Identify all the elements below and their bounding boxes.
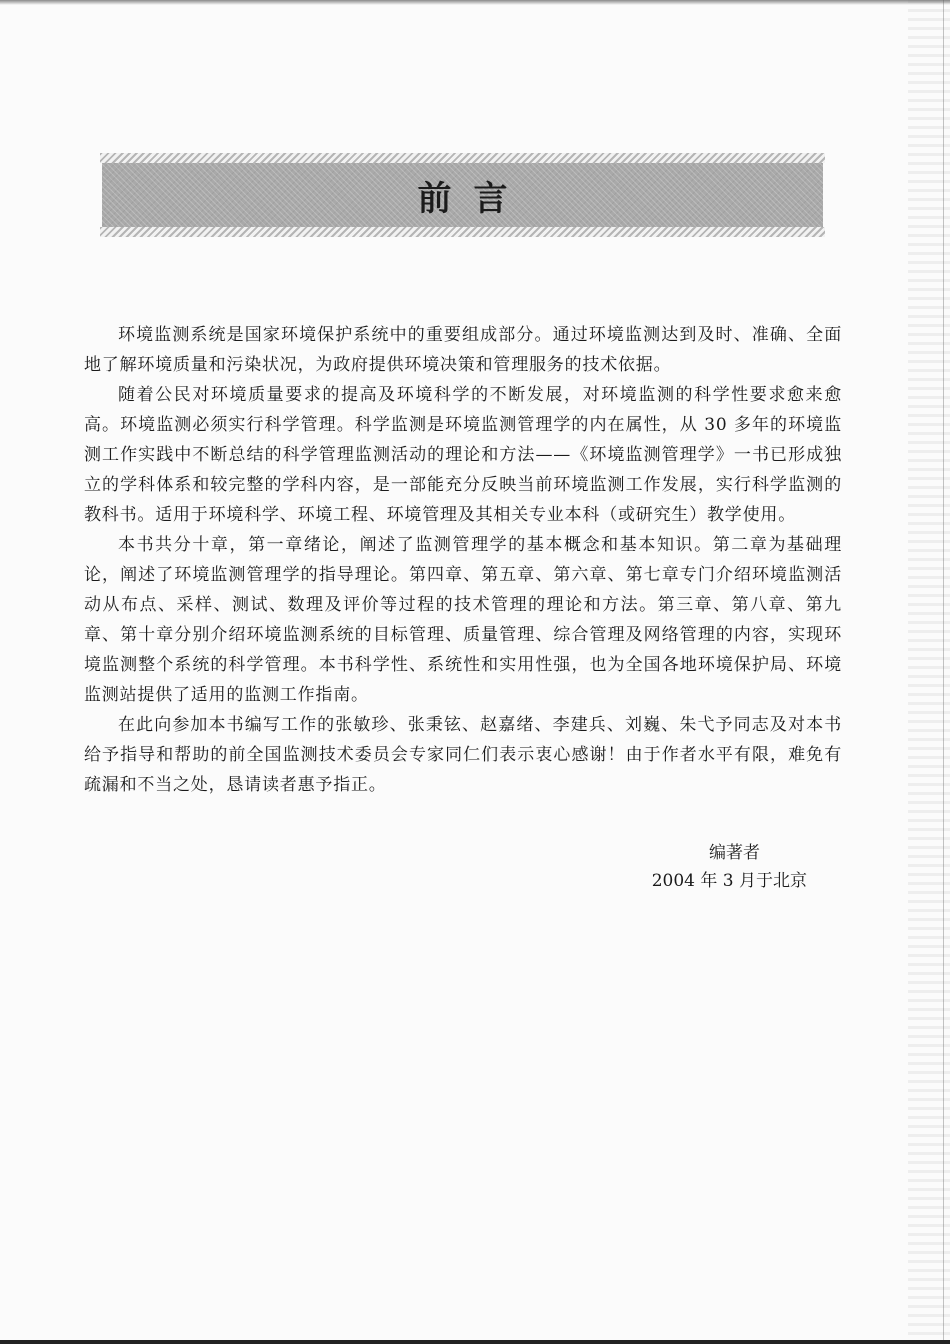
preface-body xyxy=(84,320,842,800)
banner-hatch-top xyxy=(100,153,825,163)
scan-edge-bottom xyxy=(0,1340,950,1344)
paragraph-2: 随着公民对环境质量要求的提高及环境科学的不断发展，对环境监测的科学性要求愈来愈高。环境监测必须实行科学管理。科学监测是环境监测管理学的内在属性，从 30 多年的环境监测工作实践中不断总结的科学管理监测活动的理论和方法——《环境监测管理学》一书已形成独立的学科体系和较完整的学科内容，是一部能充分反映当前环境监测工作发展，实行科学监测的教科书。适用于环境科学、环境工程、环境管理及其相关专业本科（或研究生）教学使用。 xyxy=(84,385,842,525)
banner-hatch-bottom xyxy=(100,227,825,237)
paragraph-4: 在此向参加本书编写工作的张敏珍、张秉铉、赵嘉绪、李建兵、刘巍、朱弋予同志及对本书给予指导和帮助的前全国监测技术委员会专家同仁们表示衷心感谢！由于作者水平有限，难免有疏漏和不当之处，恳请读者惠予指正。 xyxy=(84,715,842,795)
banner-panel xyxy=(102,163,823,227)
paragraph-3: 本书共分十章，第一章绪论，阐述了监测管理学的基本概念和基本知识。第二章为基础理论，阐述了环境监测管理学的指导理论。第四章、第五章、第六章、第七章专门介绍环境监测活动从布点、采样、测试、数理及评价等过程的技术管理的理论和方法。第三章、第八章、第九章、第十章分别介绍环境监测系统的目标管理、质量管理、综合管理及网络管理的内容，实现环境监测整个系统的科学管理。本书科学性、系统性和实用性强，也为全国各地环境保护局、环境监测站提供了适用的监测工作指南。 xyxy=(84,535,842,705)
page-title: 前言 xyxy=(417,178,530,219)
signature-date: 2004 年 3 月于北京 xyxy=(651,871,807,891)
scan-edge-top xyxy=(0,0,950,5)
preface-banner xyxy=(100,153,825,237)
paragraph-1: 环境监测系统是国家环境保护系统中的重要组成部分。通过环境监测达到及时、准确、全面地了解环境质量和污染状况，为政府提供环境决策和管理服务的技术依据。 xyxy=(84,325,842,375)
signature-author: 编著者 xyxy=(709,843,760,863)
scan-edge-line xyxy=(943,0,944,1344)
